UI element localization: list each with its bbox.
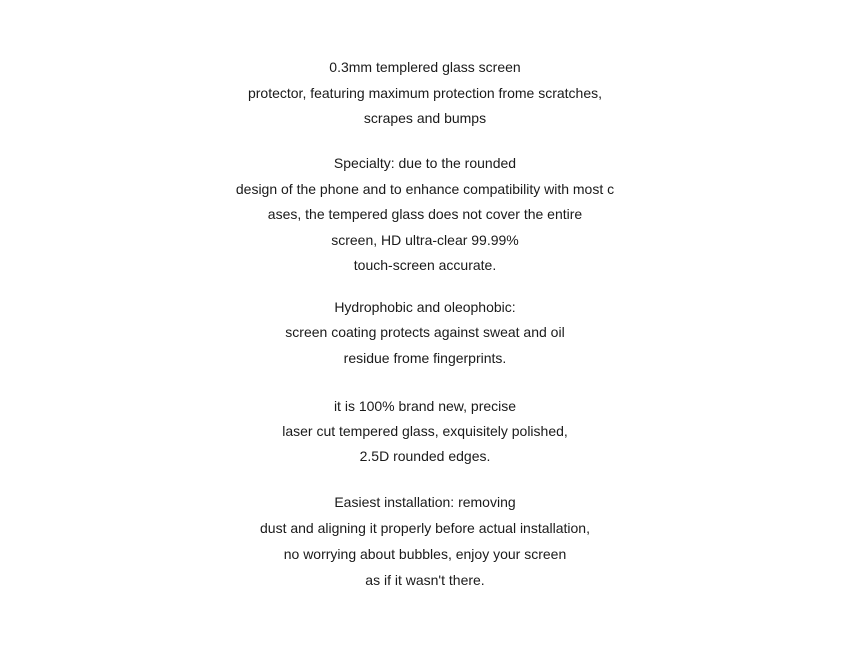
paragraph-2-line-2: design of the phone and to enhance compatibility with most c [235, 181, 615, 197]
paragraph-5-line-2: dust and aligning it properly before actual installation, [260, 520, 590, 536]
paragraph-2-line-4: screen, HD ultra-clear 99.99% [331, 232, 519, 248]
paragraph-2-line-3: ases, the tempered glass does not cover the entire [267, 206, 583, 222]
paragraph-1-line-2: protector, featuring maximum protection frome scratches, [247, 85, 603, 101]
paragraph-5-line-1: Easiest installation: removing [334, 494, 516, 510]
paragraph-4-line-1: it is 100% brand new, precise [333, 398, 517, 414]
paragraph-1-line-3: scrapes and bumps [363, 110, 487, 126]
paragraph-4-line-2: laser cut tempered glass, exquisitely polished, [282, 423, 568, 439]
paragraph-3-line-3: residue frome fingerprints. [343, 350, 507, 366]
paragraph-2-line-1: Specialty: due to the rounded [333, 155, 517, 171]
paragraph-2-line-5: touch-screen accurate. [353, 257, 497, 273]
paragraph-1-line-1: 0.3mm templered glass screen [329, 59, 521, 75]
paragraph-3-line-2: screen coating protects against sweat and oil [285, 324, 565, 340]
paragraph-4-line-3: 2.5D rounded edges. [359, 448, 491, 464]
paragraph-3-line-1: Hydrophobic and oleophobic: [334, 299, 516, 315]
paragraph-5-line-4: as if it wasn't there. [365, 572, 485, 588]
paragraph-5-line-3: no worrying about bubbles, enjoy your screen [283, 546, 567, 562]
